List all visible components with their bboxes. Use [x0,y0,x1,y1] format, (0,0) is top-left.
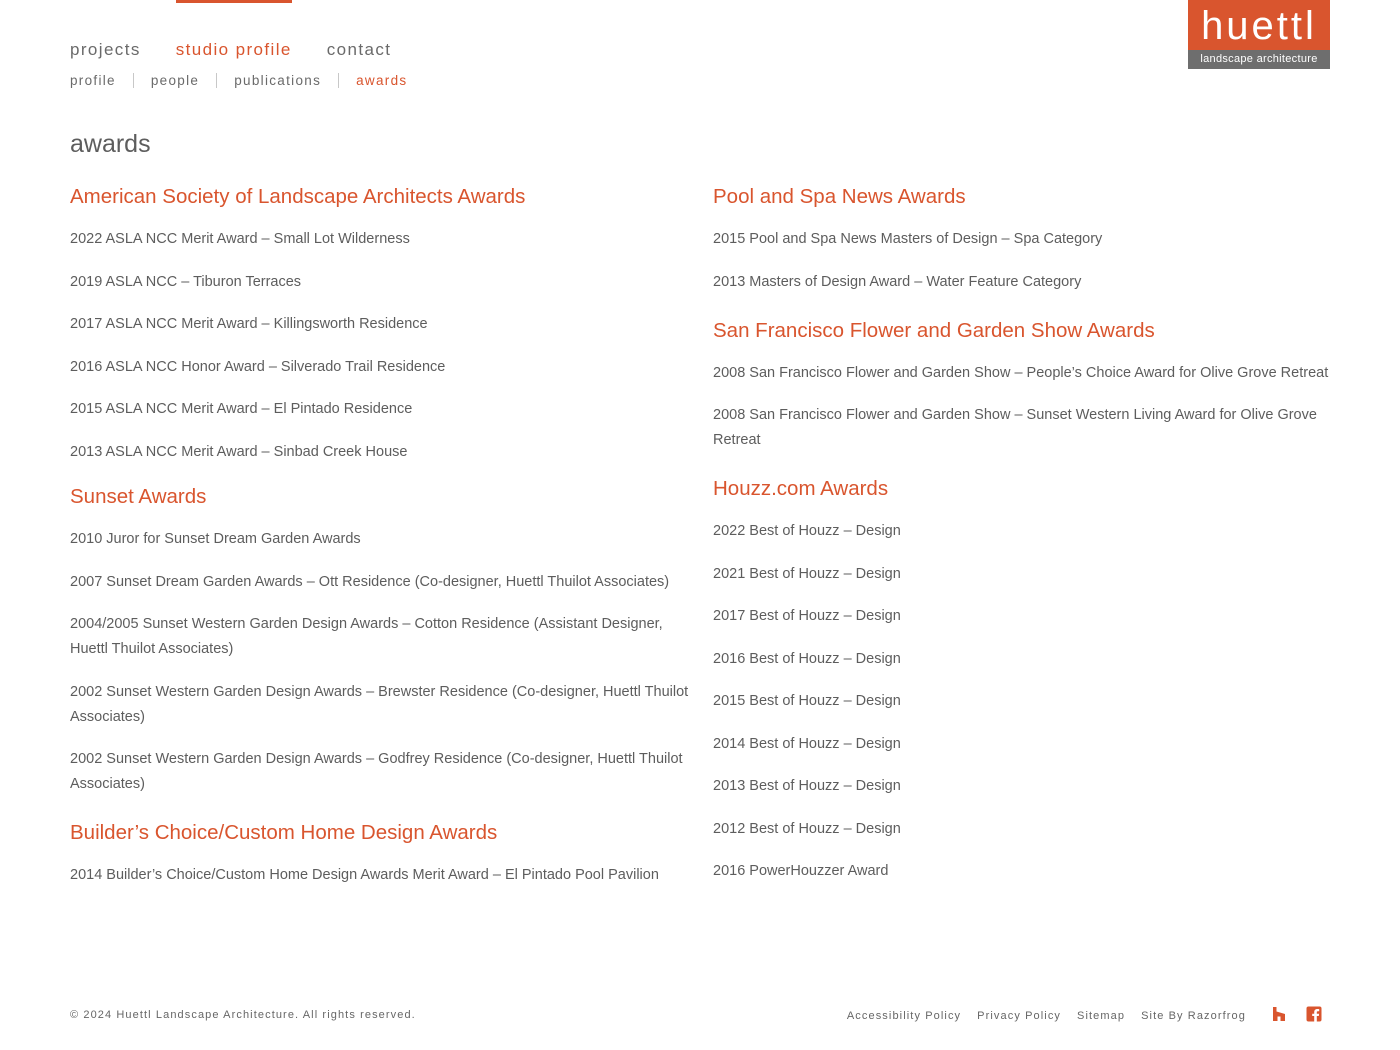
section-heading: Builder’s Choice/Custom Home Design Awards [70,821,498,844]
award-item: 2022 Best of Houzz – Design [713,523,901,539]
award-item: 2019 ASLA NCC – Tiburon Terraces [70,273,302,290]
award-list [713,361,1333,454]
houzz-icon[interactable] [1271,1006,1287,1022]
footer-link-privacy[interactable]: Privacy Policy [977,1010,1062,1022]
award-section-houzz [713,474,1333,884]
footer-links [847,1010,1246,1022]
awards-left-column [70,182,690,909]
footer-link-sitemap[interactable]: Sitemap [1077,1010,1126,1022]
award-item: 2004/2005 Sunset Western Garden Design Awards – Cotton Residence (Assistant Designer, Huettl Thuilot Associates) [70,616,663,657]
award-list [70,227,690,465]
award-list [70,863,690,888]
nav-studio-profile[interactable] [176,40,292,60]
award-item: 2013 ASLA NCC Merit Award – Sinbad Creek House [70,443,408,460]
award-list [70,527,690,797]
award-section-pool-spa [713,182,1333,295]
award-item: 2017 ASLA NCC Merit Award – Killingsworth Residence [70,316,428,332]
award-item: 2013 Best of Houzz – Design [713,778,901,794]
active-nav-indicator [176,0,292,3]
award-item: 2013 Masters of Design Award – Water Feature Category [713,273,1082,290]
award-item: 2015 Pool and Spa News Masters of Design – Spa Category [713,231,1103,247]
footer-link-razorfrog[interactable]: Site By Razorfrog [1141,1010,1246,1022]
award-item: 2015 Best of Houzz – Design [713,693,901,709]
section-heading: San Francisco Flower and Garden Show Awards [713,318,1155,342]
sub-nav [70,73,407,88]
award-section-asla [70,182,690,465]
award-item: 2017 Best of Houzz – Design [713,608,901,624]
award-item: 2015 ASLA NCC Merit Award – El Pintado Residence [70,401,413,417]
award-item: 2022 ASLA NCC Merit Award – Small Lot Wilderness [70,231,410,247]
subnav-publications[interactable]: publications [234,73,322,88]
award-item: 2021 Best of Houzz – Design [713,565,901,582]
subnav-divider [338,73,339,88]
subnav-divider [133,73,134,88]
huettl-logo[interactable] [1188,0,1330,69]
award-item: 2012 Best of Houzz – Design [713,820,901,837]
award-item: 2014 Best of Houzz – Design [713,735,901,752]
section-heading: Sunset Awards [70,485,207,508]
award-item: 2016 ASLA NCC Honor Award – Silverado Trail Residence [70,358,446,375]
award-section-sunset [70,482,690,797]
logo-tagline: landscape architecture [1188,50,1330,69]
section-heading: Houzz.com Awards [713,477,889,500]
nav-studio-profile-label: studio profile [175,40,292,59]
subnav-people[interactable]: people [150,73,200,88]
awards-right-column [713,182,1333,905]
award-item: 2002 Sunset Western Garden Design Awards – Godfrey Residence (Co-designer, Huettl Thuilot Associates) [70,751,683,792]
section-heading: American Society of Landscape Architects Awards [70,185,526,208]
award-item: 2008 San Francisco Flower and Garden Show – People’s Choice Award for Olive Grove Retreat [713,364,1329,381]
award-item: 2002 Sunset Western Garden Design Awards – Brewster Residence (Co-designer, Huettl Thuilot Associates) [70,683,689,725]
nav-projects[interactable]: projects [70,40,141,59]
main-nav [70,40,391,60]
award-item: 2014 Builder’s Choice/Custom Home Design Awards Merit Award – El Pintado Pool Pavilion [70,867,659,883]
facebook-icon[interactable] [1306,1006,1322,1022]
footer-link-accessibility[interactable]: Accessibility Policy [846,1010,962,1022]
subnav-profile[interactable]: profile [70,73,116,88]
page-title: awards [70,130,151,158]
award-item: 2016 Best of Houzz – Design [713,650,901,667]
award-item: 2016 PowerHouzzer Award [713,863,889,879]
section-heading: Pool and Spa News Awards [713,185,966,208]
nav-contact[interactable]: contact [326,40,392,59]
award-section-builders-choice [70,818,690,888]
subnav-awards[interactable]: awards [356,73,408,88]
award-item: 2008 San Francisco Flower and Garden Show – Sunset Western Living Award for Olive Grove Retreat [713,407,1317,448]
award-section-sf-flower-show [713,316,1333,454]
subnav-divider [216,73,217,88]
logo-name: huettl [1188,0,1330,50]
award-list [713,227,1333,295]
award-item: 2010 Juror for Sunset Dream Garden Awards [70,531,361,547]
award-item: 2007 Sunset Dream Garden Awards – Ott Residence (Co-designer, Huettl Thuilot Associates) [70,573,670,590]
copyright-text: © 2024 Huettl Landscape Architecture. All rights reserved. [70,1009,416,1021]
award-list [713,519,1333,884]
